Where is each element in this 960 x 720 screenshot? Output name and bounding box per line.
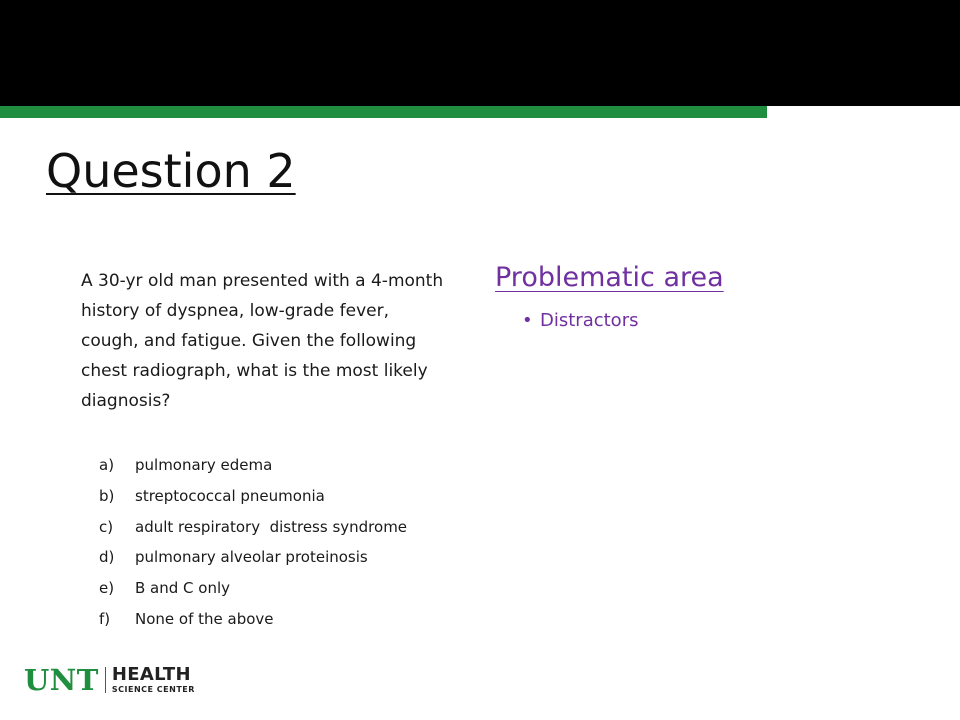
option-text: pulmonary edema [135,456,273,474]
problem-item [522,310,639,331]
logo-unt-text: UNT [24,662,99,697]
unt-health-logo [24,664,195,696]
problem-item-text: Distractors [540,310,639,331]
option-letter: c) [99,517,114,536]
option-e [99,573,407,604]
problem-heading: Problematic area [495,262,724,293]
option-text: B and C only [135,579,231,598]
logo-health-text: HEALTH [111,664,191,685]
problem-list [522,310,639,331]
accent-bar [0,106,767,118]
bullet-icon: • [522,310,533,331]
option-letter: e) [99,579,115,598]
option-letter: b) [99,486,115,505]
logo-divider [105,667,106,693]
option-text: streptococcal pneumonia [135,486,325,505]
option-a [99,450,407,481]
option-letter: f) [99,609,111,628]
header-band [0,0,960,106]
logo-science-center-text: SCIENCE CENTER [111,685,195,694]
option-c [99,512,407,543]
slide-title: Question 2 [46,144,296,198]
option-text: pulmonary alveolar proteinosis [135,548,368,567]
logo-wordmark [112,666,195,694]
question-text: A 30-yr old man presented with a 4-month history of dyspnea, low-grade fever, cough, and fatigue. Given the following chest radiograph, what is the most likely diagnosis? [81,271,444,411]
option-text: None of the above [135,609,274,628]
option-text: adult respiratory distress syndrome [135,517,408,536]
option-b [99,481,407,512]
answer-options [99,450,407,635]
option-letter: d) [99,548,115,567]
option-d [99,542,407,573]
option-letter: a) [99,456,115,474]
option-f [99,604,407,635]
